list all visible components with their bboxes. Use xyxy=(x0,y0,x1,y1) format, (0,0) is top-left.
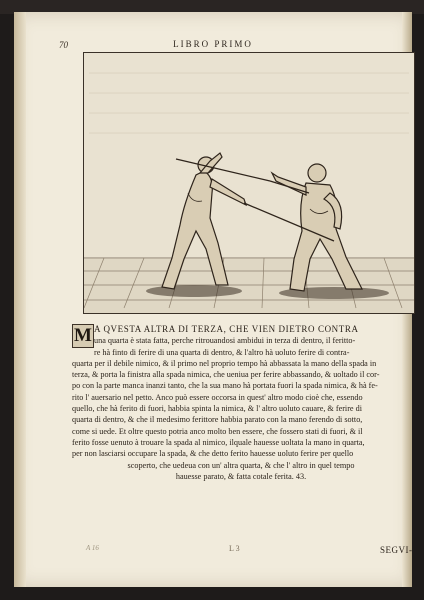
text-line: una quarta è stata fatta, perche ritrouandosi ambidui in terza di dentro, il feritto- xyxy=(94,336,356,346)
text-line: come si uede. Et oltre questo potria anco molto ben essere, che fossero stati di fuori, & il xyxy=(72,426,363,436)
shadow-left xyxy=(146,285,242,297)
text-line: hauesse parato, & fatta cotale ferita. 43. xyxy=(175,471,307,481)
running-head: LIBRO PRIMO xyxy=(173,39,253,49)
text-line: per non lasciarsi occupare la spada, & che detto ferito hauesse uoluto ferire per quello xyxy=(72,449,354,459)
engraving-plate xyxy=(83,52,415,314)
body-text xyxy=(72,324,410,482)
text-line: rito l' auersario nel petto. Anco può essere occorsa in quest' altro modo cioè che, essendo xyxy=(72,392,363,402)
fencing-illustration xyxy=(84,53,414,313)
catchword: SEGVI- xyxy=(380,545,413,555)
text-line: po con la parte manca inanzi tanto, che la sua mano hà portata fuori la spada nimica, & hà fe- xyxy=(72,381,378,391)
text-line: scoperto, che uedeua con un' altra quarta, & che l' altro in quel tempo xyxy=(127,460,355,470)
text-line: A QVESTA ALTRA DI TERZA, CHE VIEN DIETRO CONTRA xyxy=(94,324,359,334)
text-line: ferito fosse uenuto à trouare la spada al nimico, ilquale hauesse uoltata la mano in quarta, xyxy=(72,437,365,447)
drop-cap-initial: M xyxy=(72,324,94,348)
text-line: re hà finto di ferire di una quarta di dentro, & l'altro hà uoluto ferire di contra- xyxy=(94,347,350,357)
page-number: 70 xyxy=(59,40,68,50)
text-line: quarta per il debile nimico, & il primo nel proprio tempo hà abbassata la mano della spada in xyxy=(72,358,377,368)
book-page xyxy=(14,12,412,587)
text-line: terza, & porta la finistra alla spada nimica, che ueniua per ferire abbassando, & uoltado il cor- xyxy=(72,370,380,380)
signature-mark: L 3 xyxy=(229,544,240,553)
text-line: quello, che hà ferito di fuori, habbia spinta la nimica, & l' altro uoluto cauare, & ferire di xyxy=(72,404,362,414)
pencil-annotation: A 16 xyxy=(86,544,99,552)
text-line: quarta di dentro, & che il medesimo ferittore habbia parato con la mano ferendo di sotto, xyxy=(72,415,363,425)
page-gutter xyxy=(14,12,26,587)
